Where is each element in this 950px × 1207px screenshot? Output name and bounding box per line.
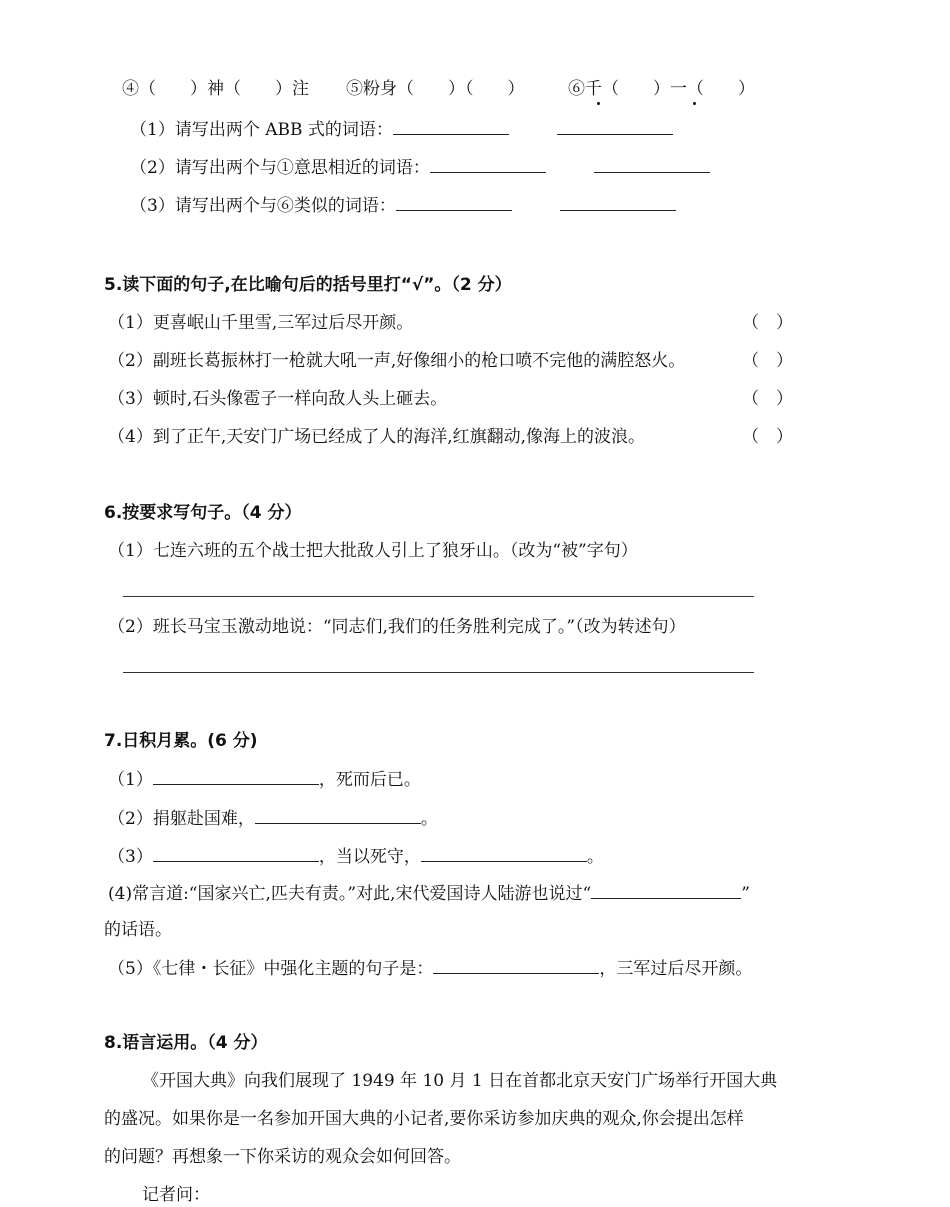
answer-blank[interactable] [433,955,599,974]
q7-item-5 [108,955,752,981]
answer-blank[interactable] [393,116,509,135]
answer-blank[interactable] [557,116,673,135]
q7-item-3-number: （3） [108,847,153,867]
q5-answer-1[interactable]: （ ） [742,313,793,333]
q4-item-6: ⑥千（ ）一（ ） [568,79,755,99]
q4-sub-1 [130,116,673,142]
q5-heading: 5.读下面的句子,在比喻句后的括号里打“√”。（2 分） [104,275,512,295]
answer-blank[interactable] [153,766,319,785]
q6-heading: 6.按要求写句子。（4 分） [104,503,302,523]
q5-item-3: （3）顿时,石头像雹子一样向敌人头上砸去。 [108,389,448,409]
q6-answer-line-2[interactable] [123,672,754,673]
q4-sub-1-label: （1）请写出两个 ABB 式的词语： [130,120,393,140]
q7-item-4-text: (4)常言道:“国家兴亡,匹夫有责。”对此,宋代爱国诗人陆游也说过“ [108,884,592,904]
q5-answer-4[interactable]: （ ） [742,427,793,447]
q7-item-4-cont: 的话语。 [104,920,172,940]
q7-item-1-number: （1） [108,770,153,790]
answer-blank[interactable] [560,192,676,211]
answer-blank[interactable] [591,880,741,899]
q4-item-5: ⑤粉身（ ）（ ） [346,79,525,99]
q8-paragraph-line-2: 的盛况。如果你是一名参加开国大典的小记者,要你采访参加庆典的观众,你会提出怎样 [104,1109,744,1129]
q4-sub-3 [130,192,676,218]
q7-item-2 [108,805,438,831]
q7-item-5-end: ，三军过后尽开颜。 [599,959,753,979]
q8-reporter-label: 记者问： [142,1185,210,1205]
q7-item-4 [108,880,750,906]
q7-item-3 [108,843,604,869]
q5-item-1: （1）更喜岷山千里雪,三军过后尽开颜。 [108,313,414,333]
q4-sub-2 [130,154,710,180]
q6-item-1: （1）七连六班的五个战士把大批敌人引上了狼牙山。（改为“被”字句） [108,541,638,561]
answer-blank[interactable] [255,805,421,824]
q5-item-2: （2）副班长葛振林打一枪就大吼一声,好像细小的枪口喷不完他的满腔怒火。 [108,351,686,371]
q7-item-5-text: （5）《七律・长征》中强化主题的句子是： [108,959,434,979]
q7-item-2-end: 。 [420,809,438,829]
answer-blank[interactable] [594,154,710,173]
q8-heading: 8.语言运用。（4 分） [104,1033,268,1053]
answer-blank[interactable] [396,192,512,211]
answer-blank[interactable] [430,154,546,173]
q7-item-3-text: ，当以死守， [318,847,421,867]
emphasis-dot [693,102,696,105]
q5-item-4: （4）到了正午,天安门广场已经成了人的海洋,红旗翻动,像海上的波浪。 [108,427,646,447]
q7-item-4-close: ” [741,884,750,904]
q5-answer-2[interactable]: （ ） [742,351,793,371]
q4-sub-2-label: （2）请写出两个与①意思相近的词语： [130,158,430,178]
q6-item-2: （2）班长马宝玉激动地说：“同志们,我们的任务胜利完成了。”（改为转述句） [108,617,686,637]
q4-sub-3-label: （3）请写出两个与⑥类似的词语： [130,196,396,216]
q6-answer-line-1[interactable] [123,596,754,597]
answer-blank[interactable] [153,843,319,862]
q7-item-1-text: ，死而后已。 [318,770,421,790]
q7-heading: 7.日积月累。(6 分) [104,731,258,751]
q8-paragraph-line-3: 的问题？再想象一下你采访的观众会如何回答。 [104,1147,461,1167]
q8-paragraph-line-1: 《开国大典》向我们展现了 1949 年 10 月 1 日在首都北京天安门广场举行开国大典 [142,1071,778,1091]
q7-item-1 [108,766,421,792]
q4-item-4: ④（ ）神（ ）注 [122,79,309,99]
emphasis-dot [597,102,600,105]
q7-item-3-end: 。 [586,847,604,867]
q5-answer-3[interactable]: （ ） [742,389,793,409]
answer-blank[interactable] [421,843,587,862]
q7-item-2-text: （2）捐躯赴国难， [108,809,255,829]
